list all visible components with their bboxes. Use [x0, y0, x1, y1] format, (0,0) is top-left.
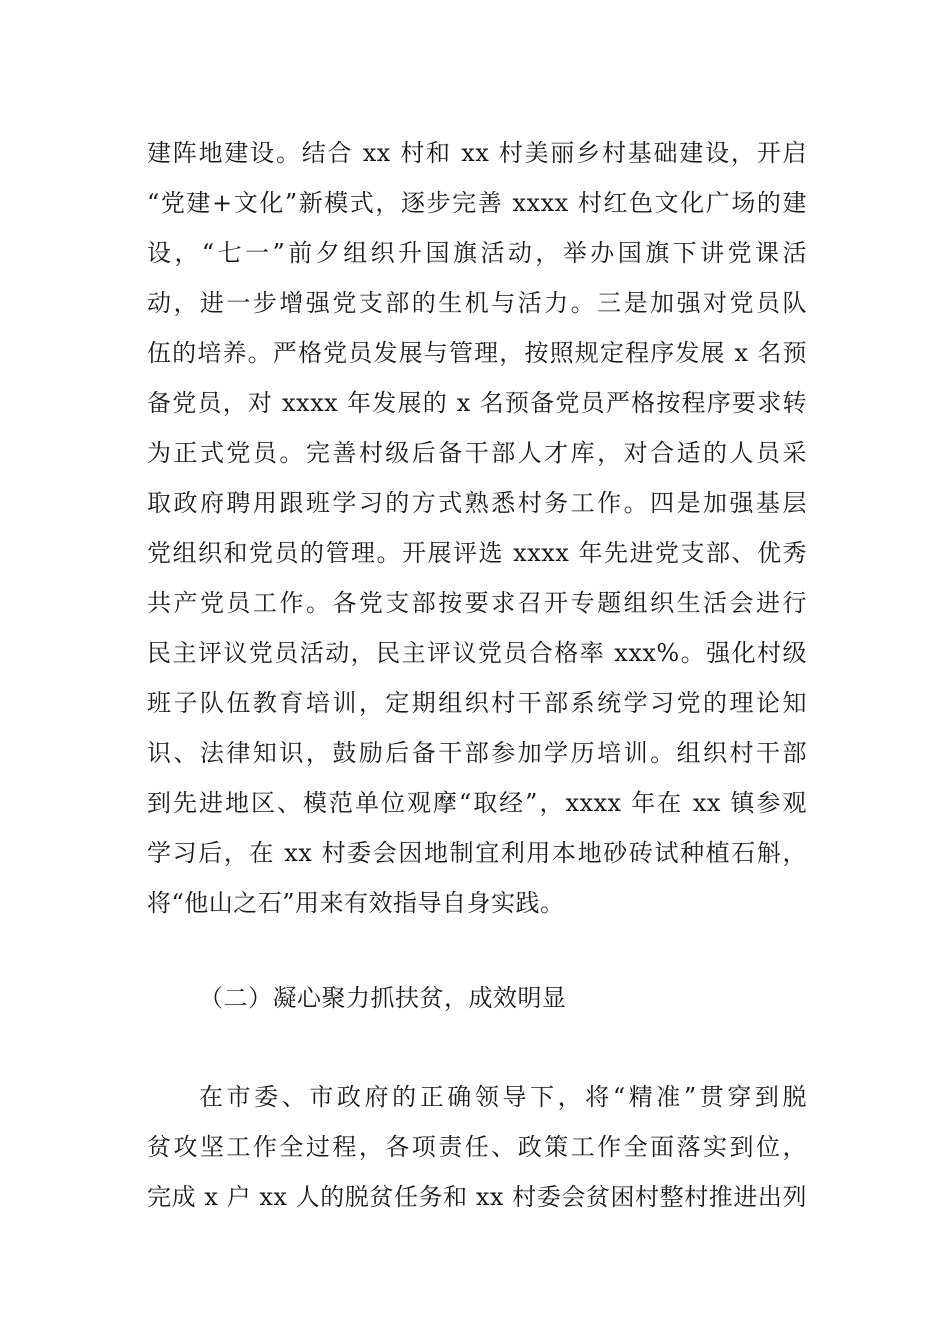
text-line: 学习后，在 xx 村委会因地制宜利用本地砂砖试种植石斛，	[147, 839, 807, 867]
text-line-indented: 在市委、市政府的正确领导下，将“精准”贯穿到脱	[199, 1083, 807, 1111]
section-heading: （二）凝心聚力抓扶贫，成效明显	[199, 984, 567, 1012]
text-line: 共产党员工作。各党支部按要求召开专题组织生活会进行	[147, 589, 807, 617]
text-line: 党组织和党员的管理。开展评选 xxxx 年先进党支部、优秀	[147, 539, 807, 567]
text-line: 动，进一步增强党支部的生机与活力。三是加强对党员队	[147, 289, 807, 317]
text-line: 备党员，对 xxxx 年发展的 x 名预备党员严格按程序要求转	[147, 389, 807, 417]
text-line: “党建+文化”新模式，逐步完善 xxxx 村红色文化广场的建	[147, 189, 807, 217]
text-line: 班子队伍教育培训，定期组织村干部系统学习党的理论知	[147, 689, 807, 717]
text-line: 到先进地区、模范单位观摩“取经”，xxxx 年在 xx 镇参观	[147, 789, 807, 817]
text-line: 取政府聘用跟班学习的方式熟悉村务工作。四是加强基层	[147, 489, 807, 517]
body-paragraph	[147, 1072, 807, 1222]
text-line: 伍的培养。严格党员发展与管理，按照规定程序发展 x 名预	[147, 339, 807, 367]
body-paragraph	[147, 128, 807, 928]
text-line: 设，“七一”前夕组织升国旗活动，举办国旗下讲党课活	[147, 239, 807, 267]
text-line: 为正式党员。完善村级后备干部人才库，对合适的人员采	[147, 439, 807, 467]
text-line: 完成 x 户 xx 人的脱贫任务和 xx 村委会贫困村整村推进出列	[147, 1183, 807, 1211]
text-line: 识、法律知识，鼓励后备干部参加学历培训。组织村干部	[147, 739, 807, 767]
text-line: 贫攻坚工作全过程，各项责任、政策工作全面落实到位，	[147, 1133, 807, 1161]
text-line: 民主评议党员活动，民主评议党员合格率 xxx%。强化村级	[147, 639, 807, 667]
text-line: 建阵地建设。结合 xx 村和 xx 村美丽乡村基础建设，开启	[147, 139, 807, 167]
text-line: 将“他山之石”用来有效指导自身实践。	[147, 889, 565, 917]
